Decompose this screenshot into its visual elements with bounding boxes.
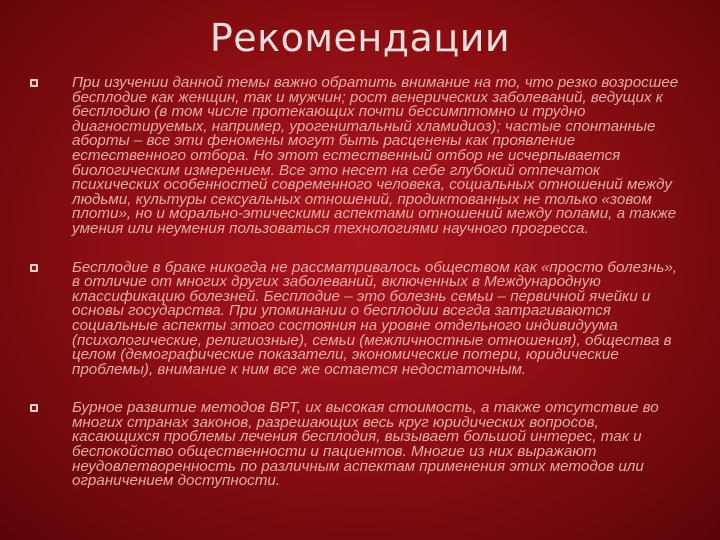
bullet-text-1: При изучении данной темы важно обратить внимание на то, что резко возросшее бесплодие как женщин, так и мужчин; рост венерических заболеваний, ведущих к бесплодию (в том числе протекающих почти бессимптомно и трудно диагностируемых, например, урогенитальный хламидиоз); частые спонтанные аборты – все эти феномены могут быть расценены как проявление естественного отбора. Но этот естественный отбор не исчерпывается биологическим измерением. Все это несет на себе глубокий отпечаток психических особенностей современного человека, социальных отношений между людьми, культуры сексуальных отношений, продиктованных не только «зовом плоти», но и морально-этическими аспектами отношений между полами, а также умения или неумения пользоваться технологиями научного прогресса. <box>72 74 679 237</box>
bullet-item-3 <box>28 401 688 489</box>
slide-title: Рекомендации <box>209 16 511 60</box>
square-bullet-icon <box>30 404 38 412</box>
bullet-list <box>28 76 688 513</box>
square-bullet-icon <box>30 264 38 272</box>
bullet-item-2 <box>28 258 688 378</box>
square-bullet-icon <box>30 79 38 87</box>
bullet-text-2: Бесплодие в браке никогда не рассматривалось обществом как «просто болезнь», в отличие от многих других заболеваний, включенных в Международную классификацию болезней. Бесплодие – это болезнь семьи – первичной ячейки и основы государства. При упоминании о бесплодии всегда затрагиваются социальные аспекты этого состояния на уровне отдельного индивидуума (психологические, религиозные), семьи (межличностные отношения), общества в целом (демографические показатели, экономические потери, юридические проблемы), внимание к ним все же остается недостаточным. <box>72 258 677 378</box>
bullet-item-1 <box>28 76 688 237</box>
bullet-text-3: Бурное развитие методов ВРТ, их высокая стоимость, а также отсутствие во многих странах законов, разрешающих весь круг юридических вопросов, касающихся проблемы лечения бесплодия, вызывает большой интерес, так и беспокойство общественности и пациентов. Многие из них выражают неудовлетворенность по различным аспектам применения этих методов или ограничением доступности. <box>72 399 659 490</box>
